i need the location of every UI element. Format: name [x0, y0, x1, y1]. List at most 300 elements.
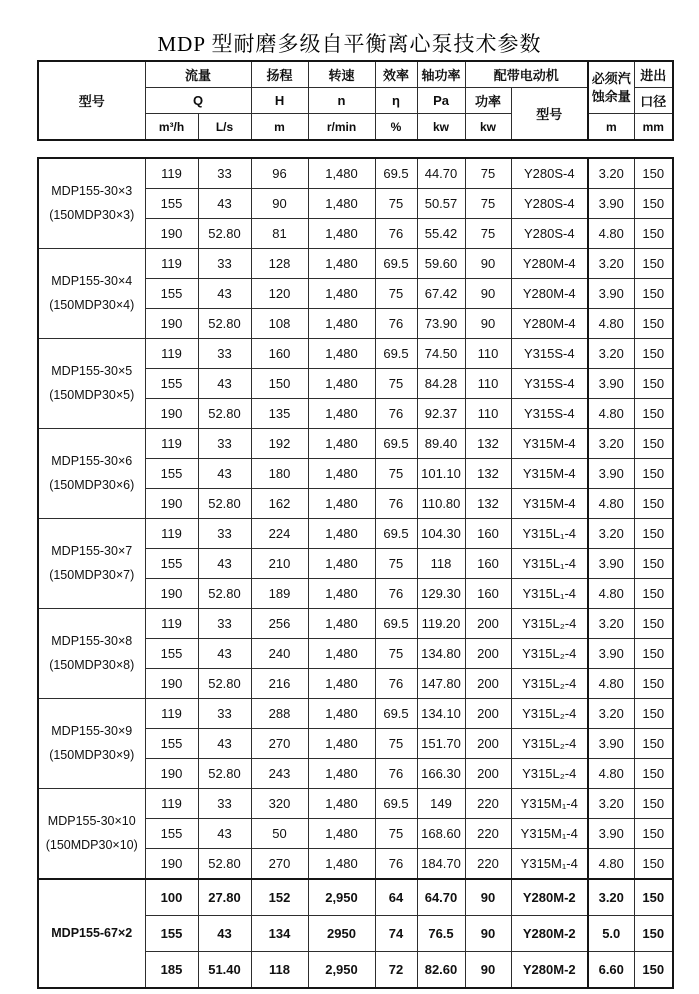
cell-head: 270 — [251, 849, 308, 880]
cell-efficiency: 75 — [375, 819, 417, 849]
cell-diameter: 150 — [634, 369, 673, 399]
cell-motor-model: Y315S-4 — [511, 339, 588, 369]
cell-efficiency: 69.5 — [375, 429, 417, 459]
cell-flow-m3h: 190 — [145, 399, 198, 429]
cell-motor-power: 90 — [465, 916, 511, 952]
cell-head: 134 — [251, 916, 308, 952]
cell-efficiency: 76 — [375, 399, 417, 429]
cell-head: 192 — [251, 429, 308, 459]
cell-motor-power: 90 — [465, 309, 511, 339]
data-table — [37, 157, 674, 989]
header-shaft-power-symbol: Pa — [417, 88, 465, 114]
cell-motor-power: 132 — [465, 459, 511, 489]
cell-head: 118 — [251, 952, 308, 989]
header-flow: 流量 — [145, 61, 251, 88]
cell-motor-model: Y280M-2 — [511, 952, 588, 989]
cell-diameter: 150 — [634, 759, 673, 789]
cell-npsh: 3.20 — [588, 519, 634, 549]
cell-head: 224 — [251, 519, 308, 549]
header-flow-symbol: Q — [145, 88, 251, 114]
cell-speed: 1,480 — [308, 729, 375, 759]
cell-efficiency: 76 — [375, 219, 417, 249]
pump-model-cell — [38, 158, 145, 249]
cell-speed: 2950 — [308, 916, 375, 952]
pump-model-alt-name: (150MDP30×3) — [49, 207, 135, 222]
cell-shaft-power: 73.90 — [417, 309, 465, 339]
cell-shaft-power: 92.37 — [417, 399, 465, 429]
cell-diameter: 150 — [634, 339, 673, 369]
cell-motor-model: Y315L₁-4 — [511, 519, 588, 549]
cell-motor-model: Y280M-4 — [511, 279, 588, 309]
cell-diameter: 150 — [634, 189, 673, 219]
cell-shaft-power: 104.30 — [417, 519, 465, 549]
cell-flow-ls: 33 — [198, 339, 251, 369]
cell-flow-ls: 52.80 — [198, 849, 251, 880]
header-head-symbol: H — [251, 88, 308, 114]
cell-npsh: 4.80 — [588, 399, 634, 429]
cell-flow-m3h: 190 — [145, 669, 198, 699]
page-title: MDP 型耐磨多级自平衡离心泵技术参数 — [157, 32, 542, 56]
cell-efficiency: 76 — [375, 579, 417, 609]
cell-diameter: 150 — [634, 879, 673, 916]
header-efficiency: 效率 — [375, 61, 417, 88]
cell-motor-power: 200 — [465, 699, 511, 729]
cell-flow-ls: 51.40 — [198, 952, 251, 989]
cell-speed: 1,480 — [308, 309, 375, 339]
cell-speed: 2,950 — [308, 879, 375, 916]
cell-head: 50 — [251, 819, 308, 849]
cell-flow-m3h: 155 — [145, 729, 198, 759]
cell-motor-power: 132 — [465, 429, 511, 459]
pump-model-alt-name: (150MDP30×8) — [49, 657, 135, 672]
cell-flow-m3h: 119 — [145, 249, 198, 279]
cell-speed: 1,480 — [308, 158, 375, 189]
cell-shaft-power: 134.80 — [417, 639, 465, 669]
cell-flow-m3h: 185 — [145, 952, 198, 989]
cell-npsh: 3.90 — [588, 819, 634, 849]
cell-motor-model: Y280M-4 — [511, 309, 588, 339]
cell-shaft-power: 101.10 — [417, 459, 465, 489]
cell-flow-m3h: 119 — [145, 519, 198, 549]
cell-flow-m3h: 190 — [145, 759, 198, 789]
pump-model-cell — [38, 609, 145, 699]
cell-shaft-power: 166.30 — [417, 759, 465, 789]
cell-efficiency: 72 — [375, 952, 417, 989]
cell-diameter: 150 — [634, 158, 673, 189]
cell-flow-m3h: 190 — [145, 849, 198, 880]
header-speed: 转速 — [308, 61, 375, 88]
header-speed-symbol: n — [308, 88, 375, 114]
cell-head: 135 — [251, 399, 308, 429]
cell-speed: 1,480 — [308, 249, 375, 279]
cell-speed: 1,480 — [308, 369, 375, 399]
cell-diameter: 150 — [634, 459, 673, 489]
cell-speed: 1,480 — [308, 789, 375, 819]
cell-head: 180 — [251, 459, 308, 489]
cell-motor-power: 90 — [465, 279, 511, 309]
cell-diameter: 150 — [634, 429, 673, 459]
cell-flow-ls: 33 — [198, 789, 251, 819]
cell-motor-power: 200 — [465, 639, 511, 669]
pump-model-cell — [38, 249, 145, 339]
cell-flow-m3h: 155 — [145, 369, 198, 399]
cell-npsh: 3.90 — [588, 459, 634, 489]
cell-flow-ls: 52.80 — [198, 399, 251, 429]
cell-head: 240 — [251, 639, 308, 669]
cell-motor-power: 75 — [465, 158, 511, 189]
cell-flow-ls: 52.80 — [198, 579, 251, 609]
cell-diameter: 150 — [634, 609, 673, 639]
cell-efficiency: 75 — [375, 459, 417, 489]
cell-diameter: 150 — [634, 819, 673, 849]
cell-flow-m3h: 190 — [145, 579, 198, 609]
pump-model-cell — [38, 339, 145, 429]
header-efficiency-symbol: η — [375, 88, 417, 114]
header-head-unit: m — [251, 114, 308, 141]
header-flow-unit-ls: L/s — [198, 114, 251, 141]
cell-efficiency: 75 — [375, 369, 417, 399]
pump-model-cell — [38, 519, 145, 609]
cell-motor-power: 200 — [465, 729, 511, 759]
cell-speed: 1,480 — [308, 849, 375, 880]
cell-motor-model: Y280S-4 — [511, 189, 588, 219]
cell-flow-ls: 43 — [198, 729, 251, 759]
cell-motor-model: Y315L₂-4 — [511, 609, 588, 639]
header-efficiency-unit: % — [375, 114, 417, 141]
cell-flow-m3h: 119 — [145, 158, 198, 189]
cell-flow-m3h: 155 — [145, 189, 198, 219]
cell-head: 256 — [251, 609, 308, 639]
cell-speed: 1,480 — [308, 519, 375, 549]
pump-model-name: MDP155-30×3 — [51, 183, 133, 198]
cell-efficiency: 69.5 — [375, 519, 417, 549]
cell-flow-ls: 43 — [198, 819, 251, 849]
cell-flow-ls: 52.80 — [198, 759, 251, 789]
cell-head: 81 — [251, 219, 308, 249]
cell-speed: 1,480 — [308, 399, 375, 429]
cell-head: 96 — [251, 158, 308, 189]
cell-speed: 1,480 — [308, 219, 375, 249]
cell-flow-m3h: 190 — [145, 489, 198, 519]
header-model: 型号 — [38, 61, 145, 140]
cell-flow-ls: 43 — [198, 459, 251, 489]
pump-model-name: MDP155-30×6 — [51, 453, 133, 468]
cell-efficiency: 69.5 — [375, 339, 417, 369]
cell-npsh: 3.20 — [588, 879, 634, 916]
cell-motor-model: Y315M-4 — [511, 489, 588, 519]
cell-diameter: 150 — [634, 219, 673, 249]
header-flow-unit-m3h: m³/h — [145, 114, 198, 141]
header-motor-power-unit: kw — [465, 114, 511, 141]
cell-speed: 1,480 — [308, 489, 375, 519]
cell-motor-power: 110 — [465, 369, 511, 399]
cell-speed: 1,480 — [308, 699, 375, 729]
cell-flow-ls: 52.80 — [198, 309, 251, 339]
cell-flow-ls: 33 — [198, 249, 251, 279]
cell-motor-model: Y315M₁-4 — [511, 849, 588, 880]
cell-motor-power: 90 — [465, 249, 511, 279]
cell-head: 216 — [251, 669, 308, 699]
cell-diameter: 150 — [634, 399, 673, 429]
cell-flow-m3h: 119 — [145, 609, 198, 639]
cell-npsh: 6.60 — [588, 952, 634, 989]
cell-shaft-power: 184.70 — [417, 849, 465, 880]
cell-efficiency: 76 — [375, 759, 417, 789]
cell-flow-ls: 52.80 — [198, 489, 251, 519]
table-row — [38, 249, 673, 279]
header-npsh-unit: m — [588, 114, 634, 141]
cell-flow-m3h: 100 — [145, 879, 198, 916]
pump-model-name: MDP155-30×9 — [51, 723, 133, 738]
pump-model-name: MDP155-30×4 — [51, 273, 133, 288]
cell-diameter: 150 — [634, 639, 673, 669]
cell-motor-power: 200 — [465, 669, 511, 699]
cell-npsh: 4.80 — [588, 309, 634, 339]
cell-npsh: 3.20 — [588, 789, 634, 819]
cell-efficiency: 75 — [375, 279, 417, 309]
cell-speed: 1,480 — [308, 339, 375, 369]
cell-head: 189 — [251, 579, 308, 609]
cell-motor-model: Y315L₂-4 — [511, 759, 588, 789]
cell-motor-model: Y315S-4 — [511, 369, 588, 399]
header-shaft-power-unit: kw — [417, 114, 465, 141]
cell-motor-model: Y315L₂-4 — [511, 639, 588, 669]
cell-motor-power: 132 — [465, 489, 511, 519]
table-row — [38, 609, 673, 639]
cell-flow-ls: 27.80 — [198, 879, 251, 916]
cell-efficiency: 76 — [375, 489, 417, 519]
cell-npsh: 4.80 — [588, 759, 634, 789]
cell-flow-m3h: 119 — [145, 339, 198, 369]
cell-efficiency: 75 — [375, 639, 417, 669]
table-row — [38, 339, 673, 369]
cell-efficiency: 69.5 — [375, 789, 417, 819]
cell-motor-model: Y280M-2 — [511, 879, 588, 916]
cell-efficiency: 76 — [375, 849, 417, 880]
cell-flow-ls: 33 — [198, 158, 251, 189]
cell-head: 270 — [251, 729, 308, 759]
cell-flow-ls: 43 — [198, 189, 251, 219]
cell-flow-ls: 52.80 — [198, 219, 251, 249]
header-npsh-line1: 必须汽 — [591, 70, 631, 86]
cell-npsh: 4.80 — [588, 849, 634, 880]
cell-shaft-power: 76.5 — [417, 916, 465, 952]
cell-flow-m3h: 119 — [145, 699, 198, 729]
cell-motor-power: 220 — [465, 819, 511, 849]
cell-diameter: 150 — [634, 849, 673, 880]
table-row — [38, 789, 673, 819]
cell-head: 150 — [251, 369, 308, 399]
cell-motor-power: 110 — [465, 339, 511, 369]
cell-flow-ls: 43 — [198, 549, 251, 579]
cell-flow-m3h: 155 — [145, 459, 198, 489]
cell-flow-ls: 43 — [198, 639, 251, 669]
cell-diameter: 150 — [634, 489, 673, 519]
cell-shaft-power: 74.50 — [417, 339, 465, 369]
pump-model-name: MDP155-30×8 — [51, 633, 133, 648]
cell-npsh: 3.20 — [588, 429, 634, 459]
cell-diameter: 150 — [634, 669, 673, 699]
header-table — [37, 60, 674, 141]
cell-motor-model: Y315M-4 — [511, 459, 588, 489]
header-motor: 配带电动机 — [465, 61, 588, 88]
header-shaft-power: 轴功率 — [417, 61, 465, 88]
table-row — [38, 699, 673, 729]
cell-speed: 1,480 — [308, 459, 375, 489]
cell-shaft-power: 64.70 — [417, 879, 465, 916]
cell-npsh: 3.90 — [588, 279, 634, 309]
cell-shaft-power: 134.10 — [417, 699, 465, 729]
pump-model-alt-name: (150MDP30×10) — [45, 837, 138, 852]
cell-flow-ls: 43 — [198, 279, 251, 309]
cell-efficiency: 75 — [375, 729, 417, 759]
cell-head: 210 — [251, 549, 308, 579]
cell-shaft-power: 118 — [417, 549, 465, 579]
cell-shaft-power: 147.80 — [417, 669, 465, 699]
cell-motor-power: 220 — [465, 849, 511, 880]
cell-diameter: 150 — [634, 916, 673, 952]
pump-model-cell — [38, 429, 145, 519]
cell-flow-ls: 52.80 — [198, 669, 251, 699]
pump-model-alt-name: (150MDP30×4) — [49, 297, 135, 312]
cell-motor-power: 200 — [465, 609, 511, 639]
cell-motor-power: 75 — [465, 219, 511, 249]
cell-diameter: 150 — [634, 249, 673, 279]
cell-motor-power: 75 — [465, 189, 511, 219]
cell-head: 120 — [251, 279, 308, 309]
header-diameter-line1: 进出 — [634, 61, 673, 88]
cell-flow-m3h: 119 — [145, 429, 198, 459]
cell-diameter: 150 — [634, 699, 673, 729]
pump-model-name: MDP155-67×2 — [51, 925, 133, 940]
cell-shaft-power: 50.57 — [417, 189, 465, 219]
cell-efficiency: 69.5 — [375, 158, 417, 189]
cell-diameter: 150 — [634, 789, 673, 819]
header-speed-unit: r/min — [308, 114, 375, 141]
cell-diameter: 150 — [634, 309, 673, 339]
pump-model-name: MDP155-30×7 — [51, 543, 133, 558]
pump-model-name: MDP155-30×5 — [51, 363, 133, 378]
header-diameter-unit: mm — [634, 114, 673, 141]
header-row-1 — [38, 61, 673, 88]
header-motor-model: 型号 — [511, 88, 588, 141]
cell-shaft-power: 168.60 — [417, 819, 465, 849]
cell-efficiency: 75 — [375, 189, 417, 219]
cell-speed: 1,480 — [308, 759, 375, 789]
cell-efficiency: 69.5 — [375, 249, 417, 279]
cell-shaft-power: 119.20 — [417, 609, 465, 639]
cell-flow-m3h: 155 — [145, 916, 198, 952]
pump-model-cell — [38, 879, 145, 988]
cell-npsh: 4.80 — [588, 219, 634, 249]
pump-model-alt-name: (150MDP30×7) — [49, 567, 135, 582]
cell-flow-ls: 33 — [198, 429, 251, 459]
pump-model-cell — [38, 789, 145, 880]
header-head: 扬程 — [251, 61, 308, 88]
cell-speed: 1,480 — [308, 279, 375, 309]
cell-head: 152 — [251, 879, 308, 916]
cell-diameter: 150 — [634, 279, 673, 309]
cell-motor-power: 200 — [465, 759, 511, 789]
cell-shaft-power: 82.60 — [417, 952, 465, 989]
cell-speed: 1,480 — [308, 639, 375, 669]
table-row — [38, 879, 673, 916]
cell-npsh: 4.80 — [588, 489, 634, 519]
cell-motor-model: Y315L₂-4 — [511, 669, 588, 699]
cell-shaft-power: 149 — [417, 789, 465, 819]
cell-npsh: 3.90 — [588, 369, 634, 399]
cell-flow-m3h: 155 — [145, 819, 198, 849]
cell-motor-model: Y315L₂-4 — [511, 729, 588, 759]
cell-shaft-power: 151.70 — [417, 729, 465, 759]
pump-model-name: MDP155-30×10 — [47, 813, 136, 828]
cell-flow-m3h: 190 — [145, 219, 198, 249]
cell-npsh: 3.20 — [588, 249, 634, 279]
cell-efficiency: 69.5 — [375, 609, 417, 639]
cell-efficiency: 74 — [375, 916, 417, 952]
table-row — [38, 519, 673, 549]
cell-npsh: 3.90 — [588, 549, 634, 579]
pump-table-body — [38, 158, 673, 988]
cell-head: 243 — [251, 759, 308, 789]
cell-head: 160 — [251, 339, 308, 369]
cell-motor-model: Y315S-4 — [511, 399, 588, 429]
cell-flow-ls: 33 — [198, 519, 251, 549]
cell-speed: 1,480 — [308, 819, 375, 849]
cell-flow-m3h: 155 — [145, 639, 198, 669]
cell-motor-model: Y280S-4 — [511, 158, 588, 189]
header-diameter-line2: 口径 — [634, 88, 673, 114]
cell-efficiency: 69.5 — [375, 699, 417, 729]
cell-diameter: 150 — [634, 729, 673, 759]
pump-model-alt-name: (150MDP30×6) — [49, 477, 135, 492]
cell-flow-m3h: 190 — [145, 309, 198, 339]
pump-model-alt-name: (150MDP30×5) — [49, 387, 135, 402]
cell-efficiency: 76 — [375, 309, 417, 339]
cell-speed: 1,480 — [308, 609, 375, 639]
cell-shaft-power: 55.42 — [417, 219, 465, 249]
table-row — [38, 429, 673, 459]
cell-motor-power: 160 — [465, 549, 511, 579]
cell-speed: 1,480 — [308, 429, 375, 459]
cell-diameter: 150 — [634, 549, 673, 579]
cell-npsh: 3.90 — [588, 729, 634, 759]
cell-speed: 1,480 — [308, 549, 375, 579]
cell-motor-model: Y315M₁-4 — [511, 789, 588, 819]
cell-flow-m3h: 119 — [145, 789, 198, 819]
header-motor-power: 功率 — [465, 88, 511, 114]
cell-motor-model: Y280M-4 — [511, 249, 588, 279]
table-row — [38, 158, 673, 189]
cell-shaft-power: 89.40 — [417, 429, 465, 459]
cell-flow-ls: 33 — [198, 609, 251, 639]
cell-npsh: 3.20 — [588, 158, 634, 189]
cell-motor-power: 160 — [465, 579, 511, 609]
header-npsh-line2: 蚀余量 — [591, 88, 631, 104]
cell-head: 320 — [251, 789, 308, 819]
cell-motor-model: Y315M-4 — [511, 429, 588, 459]
cell-motor-model: Y280S-4 — [511, 219, 588, 249]
cell-shaft-power: 44.70 — [417, 158, 465, 189]
cell-motor-power: 90 — [465, 952, 511, 989]
cell-motor-model: Y315L₁-4 — [511, 579, 588, 609]
cell-motor-power: 160 — [465, 519, 511, 549]
cell-speed: 1,480 — [308, 189, 375, 219]
cell-head: 90 — [251, 189, 308, 219]
cell-shaft-power: 67.42 — [417, 279, 465, 309]
cell-speed: 2,950 — [308, 952, 375, 989]
cell-npsh: 3.20 — [588, 609, 634, 639]
